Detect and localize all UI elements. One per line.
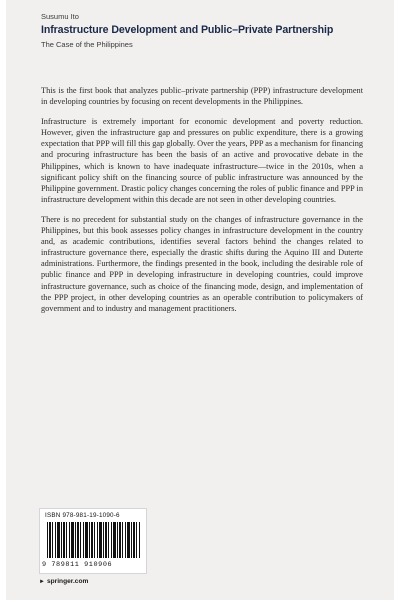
barcode-digits: 9 789811 910906 xyxy=(42,561,113,569)
book-title: Infrastructure Development and Public–Private Partnership xyxy=(41,24,334,36)
publisher-url: springer.com xyxy=(46,578,89,585)
blurb-paragraph: There is no precedent for substantial study on the changes of infrastructure governance in the Philippines, but this book assesses policy changes in infrastructure development in the country and, as academic contributions, identifies several factors behind the changes related to infrastructure governance there, especially the drastic shifts during the Aquino III and Duterte administrations. Furthermore, the findings presented in the book, including the desirable role of public finance and PPP in developing infrastructure in developing countries, could improve infrastructure governance, such as choice of the financing mode, design, and implementation of the PPP project, in other developing countries as an operable contribution to policymakers of government and to industry and management practitioners. xyxy=(41,214,363,313)
isbn-barcode-box xyxy=(39,508,147,574)
book-subtitle: The Case of the Philippines xyxy=(41,40,133,49)
barcode-icon xyxy=(47,522,141,558)
blurb-paragraph: This is the first book that analyzes public–private partnership (PPP) infrastructure development in developing countries by focusing on recent developments in the Philippines. xyxy=(41,86,363,107)
isbn-label: ISBN 978-981-19-1090-6 xyxy=(45,512,120,519)
publisher-link xyxy=(39,578,88,585)
blurb-text xyxy=(41,85,363,323)
book-back-cover xyxy=(6,0,394,600)
blurb-paragraph: Infrastructure is extremely important for economic development and poverty reduction. However, given the infrastructure gap and pressures on public expenditure, there is a growing expectation that PPP will fill this gap globally. Over the years, PPP as a mechanism for financing and procuring infrastructure has been the basis of an active and provocative debate in the Philippines, which is known to have inadequate infrastructure—twice in the 2010s, when a significant policy shift on the financing source of public infrastructure was announced by the Philippine government. Drastic policy changes concerning the roles of public finance and PPP in infrastructure development within this decade are not seen in other developing countries. xyxy=(41,117,363,204)
arrow-right-icon: ► xyxy=(39,579,45,585)
author-name: Susumu Ito xyxy=(41,12,79,21)
